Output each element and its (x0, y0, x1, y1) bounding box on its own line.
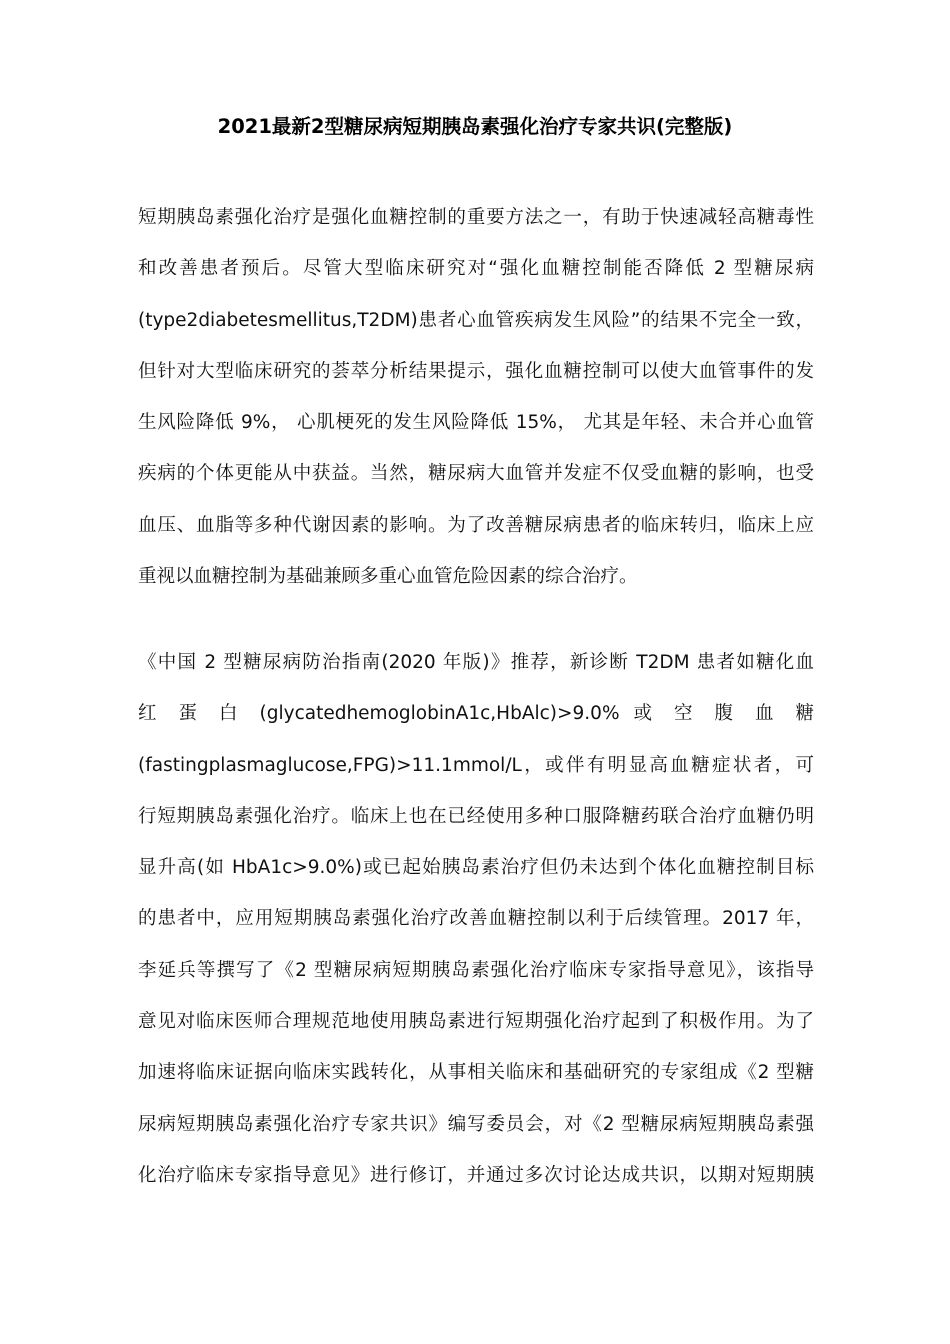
paragraph-line: (type2diabetesmellitus,T2DM)患者心血管疾病发生风险”的结果不完全一致， (138, 309, 814, 331)
paragraph-line: 行短期胰岛素强化治疗。临床上也在已经使用多种口服降糖药联合治疗血糖仍明 (138, 805, 814, 827)
document-title: 2021最新2型糖尿病短期胰岛素强化治疗专家共识(完整版) (217, 115, 733, 138)
paragraph-line: 但针对大型临床研究的荟萃分析结果提示，强化血糖控制可以使大血管事件的发 (138, 360, 814, 382)
paragraph-line: 《中国 2 型糖尿病防治指南(2020 年版)》推荐，新诊断 T2DM 患者如糖化血 (138, 652, 814, 673)
paragraph-line: 生风险降低 9%， 心肌梗死的发生风险降低 15%， 尤其是年轻、未合并心血管 (138, 412, 814, 434)
paragraph-line: 加速将临床证据向临床实践转化，从事相关临床和基础研究的专家组成《2 型糖 (138, 1062, 814, 1084)
paragraph-1 (138, 204, 814, 614)
paragraph-line: 红 蛋 白 (glycatedhemoglobinA1c,HbAlc)>9.0% 或 空 腹 血 糖 (138, 703, 814, 725)
paragraph-2 (138, 649, 814, 1213)
paragraph-line: (fastingplasmaglucose,FPG)>11.1mmol/L，或伴有明显高血糖症状者，可 (138, 754, 814, 776)
paragraph-line: 意见对临床医师合理规范地使用胰岛素进行短期强化治疗起到了积极作用。为了 (138, 1011, 814, 1033)
paragraph-line: 的患者中，应用短期胰岛素强化治疗改善血糖控制以利于后续管理。2017 年， (138, 908, 814, 930)
paragraph-line: 和改善患者预后。尽管大型临床研究对“强化血糖控制能否降低 2 型糖尿病 (138, 258, 814, 280)
paragraph-line: 化治疗临床专家指导意见》进行修订，并通过多次讨论达成共识，以期对短期胰 (138, 1164, 814, 1186)
paragraph-line: 重视以血糖控制为基础兼顾多重心血管危险因素的综合治疗。 (138, 566, 638, 588)
paragraph-line: 尿病短期胰岛素强化治疗专家共识》编写委员会，对《2 型糖尿病短期胰岛素强 (138, 1113, 814, 1135)
paragraph-line: 短期胰岛素强化治疗是强化血糖控制的重要方法之一，有助于快速减轻高糖毒性 (138, 207, 814, 228)
paragraph-line: 疾病的个体更能从中获益。当然，糖尿病大血管并发症不仅受血糖的影响，也受 (138, 463, 814, 485)
paragraph-line: 李延兵等撰写了《2 型糖尿病短期胰岛素强化治疗临床专家指导意见》，该指导 (138, 959, 814, 981)
paragraph-line: 血压、血脂等多种代谢因素的影响。为了改善糖尿病患者的临床转归，临床上应 (138, 514, 814, 536)
paragraph-line: 显升高(如 HbA1c>9.0%)或已起始胰岛素治疗但仍未达到个体化血糖控制目标 (138, 857, 814, 879)
